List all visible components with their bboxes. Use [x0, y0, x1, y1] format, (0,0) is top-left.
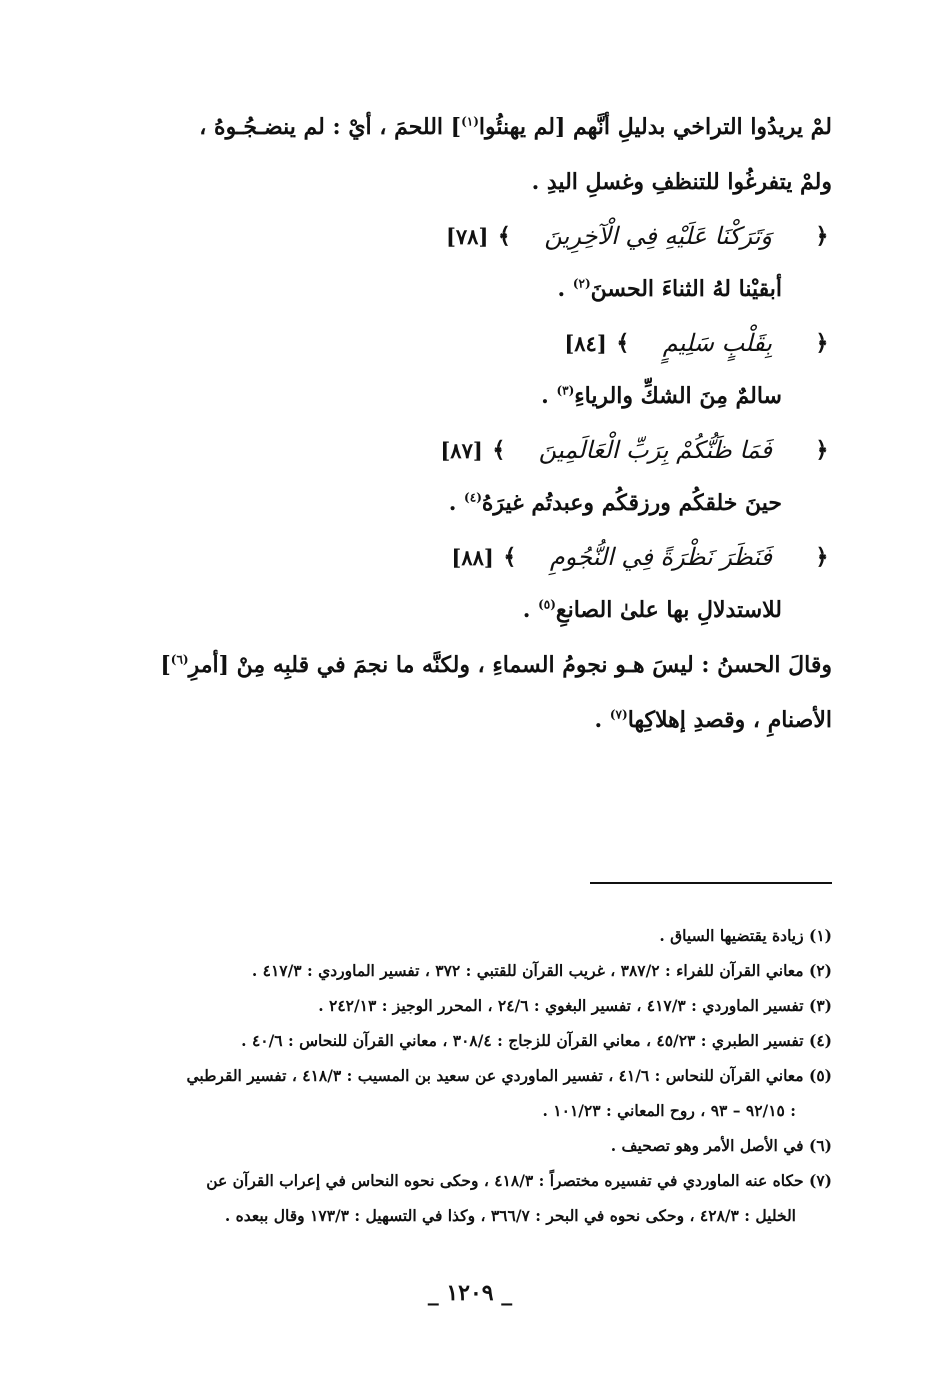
footnote-ref-3: (٣) — [556, 383, 575, 398]
line-1-end: ] اللحمَ ، أيْ : لم ينضـجُـوهُ ، — [199, 114, 462, 140]
footnote-4: (٤) تفسير الطبري : ٤٥/٢٣ ، معاني القرآن للزجاج : ٣٠٨/٤ ، معاني القرآن للنحاس : ٤٠/٦ . — [241, 1031, 832, 1050]
verse-open-bracket: ﴿ — [815, 223, 829, 249]
footnote-6: (٦) في الأصل الأمر وهو تصحيف . — [610, 1136, 832, 1155]
line-3-end: . — [557, 276, 573, 302]
verse-text: بِقَلْبٍ سَلِيمٍ — [662, 329, 772, 357]
text-line-5 — [142, 476, 832, 531]
verse-number: [٨٨] — [451, 544, 494, 570]
verse-number: [٨٧] — [440, 437, 483, 463]
footnote-ref-5: (٥) — [538, 597, 556, 612]
verse-open-bracket: ﴿ — [815, 330, 829, 356]
verse-close-bracket: ﴾ — [616, 330, 630, 356]
verse-text: فَنَظَرَ نَظْرَةً فِي النُّجُومِ — [549, 543, 772, 571]
verse-number: [٨٤] — [564, 330, 607, 356]
page-number: _ ١٢٠٩ _ — [427, 1280, 513, 1306]
text-line-3 — [142, 262, 832, 317]
line-8-text: الأصنامِ ، وقصدِ إهلاكِها — [627, 707, 832, 733]
text-line-1 — [142, 100, 832, 155]
text-line-6 — [142, 583, 832, 638]
footnote-ref-6: (٦) — [170, 652, 189, 667]
verse-open-bracket: ﴿ — [815, 437, 829, 463]
verse-78 — [142, 210, 832, 262]
verse-close-bracket: ﴾ — [492, 437, 506, 463]
footnotes — [132, 918, 832, 1233]
verse-number: [٧٨] — [445, 223, 489, 249]
verse-close-bracket: ﴾ — [503, 544, 517, 570]
line-3-text: أبقيْنا لهُ الثناءَ الحسنَ — [590, 276, 782, 302]
line-6-end: . — [522, 597, 539, 623]
main-text — [142, 100, 832, 748]
footnote-7: (٧) حكاه عنه الماوردي في تفسيره مختصراً : ٤١٨/٣ ، وحكى نحوه النحاس في إعراب القرآن عن — [206, 1171, 832, 1190]
line-5-end: . — [448, 490, 465, 516]
line-7-end: ] — [160, 652, 171, 678]
text-line-2 — [142, 155, 832, 210]
text-line-8 — [142, 693, 832, 748]
footnote-2: (٢) معاني القرآن للفراء : ٣٨٧/٢ ، غريب القرآن للقتبي : ٣٧٢ ، تفسير الماوردي : ٤١٧/٣ . — [251, 961, 832, 980]
footnote-3: (٣) تفسير الماوردي : ٤١٧/٣ ، تفسير البغوي : ٢٤/٦ ، المحرر الوجيز : ٢٤٢/١٣ . — [318, 996, 832, 1015]
line-4-text: سالمٌ مِنَ الشكِّ والرياءِ — [574, 383, 782, 409]
footnote-ref-4: (٤) — [464, 490, 482, 505]
line-8-end: . — [594, 707, 610, 733]
footnote-5: (٥) معاني القرآن للنحاس : ٤١/٦ ، تفسير الماوردي عن سعيد بن المسيب : ٤١٨/٣ ، تفسير القرطبي — [186, 1066, 832, 1085]
line-2-text: ولمْ يتفرغُوا للتنظفِ وغسلِ اليدِ . — [531, 169, 832, 195]
footnote-ref-2: (٢) — [572, 276, 591, 291]
line-1-start: لمْ يريدُوا التراخي بدليلِ أنَّهم [لم يهنئُوا — [478, 114, 832, 140]
footnote-1: (١) زيادة يقتضيها السياق . — [659, 926, 832, 945]
verse-text: وَتَرَكْنَا عَلَيْهِ فِي الْآخِرِينَ — [544, 222, 772, 250]
line-4-end: . — [541, 383, 557, 409]
footnote-divider — [590, 882, 832, 884]
verse-close-bracket: ﴾ — [497, 223, 511, 249]
footnote-5-continued: : ٩٢/١٥ – ٩٣ ، روح المعاني : ١٠١/٢٣ . — [542, 1101, 796, 1120]
verse-text: فَمَا ظَنُّكُمْ بِرَبِّ الْعَالَمِينَ — [538, 436, 772, 464]
text-line-4 — [142, 369, 832, 424]
verse-88 — [142, 531, 832, 583]
verse-open-bracket: ﴿ — [815, 544, 829, 570]
footnote-7-continued: الخليل : ٤٢٨/٣ ، وحكى نحوه في البحر : ٣٦٦/٧ ، وكذا في التسهيل : ١٧٣/٣ وقال ببعده . — [224, 1206, 796, 1225]
text-line-7 — [142, 638, 832, 693]
verse-84 — [142, 317, 832, 369]
verse-87 — [142, 424, 832, 476]
footnote-ref-7: (٧) — [609, 707, 628, 722]
line-6-text: للاستدلالِ بها علىٰ الصانعِ — [555, 597, 782, 623]
line-5-text: حينَ خلقكُم ورزقكُم وعبدتُم غيرَهُ — [481, 490, 782, 516]
line-7-text: وقالَ الحسنُ : ليسَ هـو نجومُ السماءِ ، ولكنَّه ما نجمَ في قلبِه مِنْ [أمرِ — [188, 652, 832, 678]
footnote-ref-1: (١) — [461, 114, 479, 129]
